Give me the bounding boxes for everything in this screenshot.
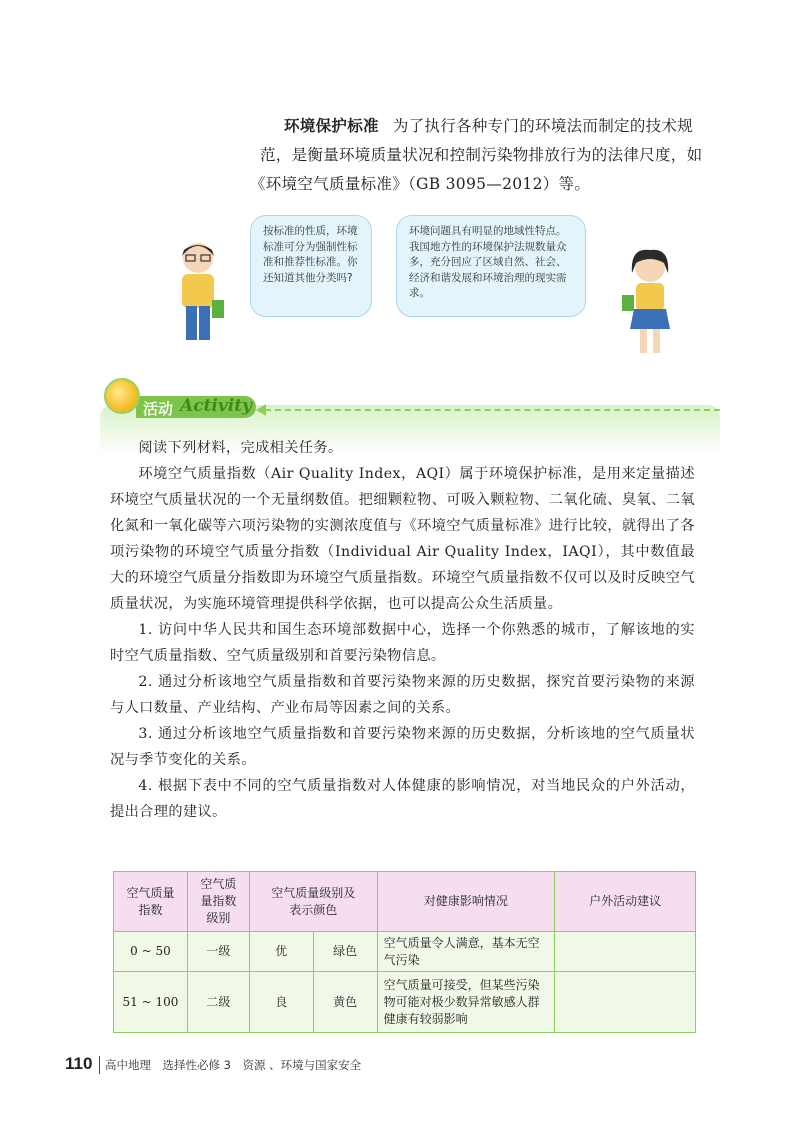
table-row — [114, 972, 696, 1033]
intro-line-2: 范，是衡量环境质量状况和控制污染物排放行为的法律尺度，如 — [260, 146, 703, 164]
footer-divider — [99, 1056, 100, 1074]
leaf-icon — [104, 378, 140, 414]
intro-paragraph — [250, 112, 730, 199]
paragraph-aqi-definition: 环境空气质量指数（Air Quality Index，AQI）属于环境保护标准，是用来定量描述环境空气质量状况的一个无量纲数值。把细颗粒物、可吸入颗粒物、二氧化硫、臭氧、二氧化氮和一氧化碳等六项污染物的实测浓度值与《环境空气质量标准》进行比较，就得出了各项污染物的环境空气质量分指数（Individual Air Quality Index，IAQI），其中数值最大的环境空气质量分指数即为环境空气质量指数。环境空气质量指数不仅可以及时反映空气质量状况，为实施环境管理提供科学依据，也可以提高公众生活质量。 — [110, 466, 695, 612]
boy-illustration — [168, 240, 228, 345]
cell-advice — [555, 972, 696, 1033]
task-4: 4. 根据下表中不同的空气质量指数对人体健康的影响情况，对当地民众的户外活动，提出合理的建议。 — [110, 778, 695, 820]
activity-divider — [265, 409, 720, 411]
header-category: 空气质量级别及表示颜色 — [249, 872, 377, 932]
speech-bubble-right: 环境问题具有明显的地域性特点。我国地方性的环境保护法规数量众多，充分回应了区域自然、社会、经济和谐发展和环境治理的现实需求。 — [396, 215, 586, 317]
cell-color: 黄色 — [313, 972, 377, 1033]
cell-advice — [555, 932, 696, 972]
table-row — [114, 932, 696, 972]
cell-aqi: 51 ~ 100 — [114, 972, 188, 1033]
footer-book-title: 高中地理 选择性必修 3 资源 、环境与国家安全 — [105, 1058, 362, 1072]
task-1: 1. 访问中华人民共和国生态环境部数据中心，选择一个你熟悉的城市，了解该地的实时空气质量指数、空气质量级别和首要污染物信息。 — [110, 622, 695, 664]
arrow-left-icon — [256, 404, 266, 416]
cell-level: 二级 — [187, 972, 249, 1033]
cell-category: 良 — [249, 972, 313, 1033]
cell-aqi: 0 ~ 50 — [114, 932, 188, 972]
header-level: 空气质量指数级别 — [187, 872, 249, 932]
header-effect: 对健康影响情况 — [377, 872, 555, 932]
intro-line-1: 环境保护标准 为了执行各种专门的环境法而制定的技术规 — [284, 117, 694, 135]
activity-body — [110, 435, 695, 825]
speech-bubble-left: 按标准的性质，环境标准可分为强制性标准和推荐性标准。你还知道其他分类吗? — [250, 215, 372, 317]
cell-level: 一级 — [187, 932, 249, 972]
activity-label-cn: 活动 — [143, 400, 174, 418]
cell-effect: 空气质量可接受，但某些污染物可能对极少数异常敏感人群健康有较弱影响 — [377, 972, 555, 1033]
page-number: 110 — [65, 1054, 93, 1073]
girl-illustration — [620, 247, 678, 357]
task-2: 2. 通过分析该地空气质量指数和首要污染物来源的历史数据，探究首要污染物的来源与人口数量、产业结构、产业布局等因素之间的关系。 — [110, 674, 695, 716]
header-advice: 户外活动建议 — [555, 872, 696, 932]
aqi-table — [113, 871, 696, 1033]
intro-line-3: 《环境空气质量标准》（GB 3095—2012）等。 — [250, 175, 591, 193]
activity-label-en: Activity — [180, 396, 252, 416]
header-aqi: 空气质量指数 — [114, 872, 188, 932]
cell-color: 绿色 — [313, 932, 377, 972]
cell-category: 优 — [249, 932, 313, 972]
paragraph-instruction: 阅读下列材料，完成相关任务。 — [138, 440, 343, 456]
table-header-row — [114, 872, 696, 932]
task-3: 3. 通过分析该地空气质量指数和首要污染物来源的历史数据，分析该地的空气质量状况与季节变化的关系。 — [110, 726, 695, 768]
cell-effect: 空气质量令人满意，基本无空气污染 — [377, 932, 555, 972]
term-heading: 环境保护标准 — [284, 117, 379, 135]
